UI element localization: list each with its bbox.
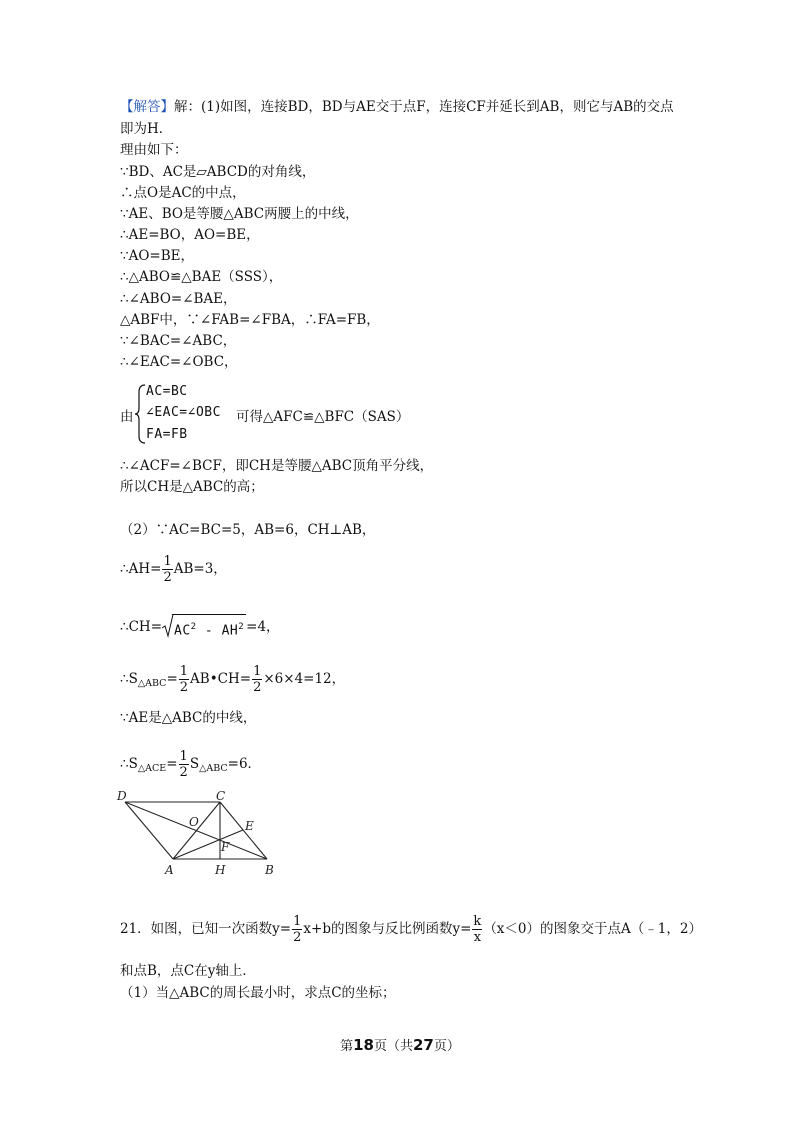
frac-num: 1 [293,914,302,929]
solution-line-8: ∵AO=BE， [120,248,194,264]
text: ∴S [120,756,138,772]
solution-line-1 [120,97,674,117]
text: 第 [340,1039,354,1054]
frac-num: 1 [179,749,188,764]
frac-num: 1 [253,664,262,679]
part2-area: $\therefore S_{\triangle ABC}=$ $\frac{1}{2}$ AB•CH= $\frac{1}{2}$ ×6×4=12， [120,664,346,695]
problem21-line-1 [120,915,702,944]
exponent: 2 [190,622,197,632]
solution-line-15: 所以CH是△ABC的高； [120,479,264,495]
label-c: C [216,790,226,803]
sys-row-2: ∠EAC=∠OBC [146,405,221,420]
text: 页（共 [373,1039,413,1054]
part2-ah [120,555,227,584]
text: S [189,756,200,772]
part2-area-ace: $\therefore S_{\triangle ACE}=$ $\frac{1}{2}$ $S_{\triangle ABC}=6$． [120,749,262,780]
sys-row-1: AC=BC [146,384,188,399]
subscript: △ACE [137,763,167,774]
label-e: E [245,819,254,833]
part2-ae: ∵AE是△ABC的中线， [120,710,257,726]
frac-den: 2 [253,680,262,695]
frac-den: 2 [163,570,172,585]
text: x+b的图象与反比例函数y= [303,921,472,937]
sys-suffix: 可得△AFC≌△BFC（SAS） [236,409,410,425]
solution-line-5: ∴点O是AC的中点， [120,185,246,201]
text: 解：(1)如图，连接BD，BD与AE交于点F，连接CF并延长到AB，则它与AB的交点 [174,99,674,115]
frac-den: 2 [293,930,302,945]
text: - AH [204,623,239,639]
label-f: F [221,840,230,854]
label-d: D [117,790,127,803]
text: AB=3， [173,561,227,577]
fraction [472,915,482,944]
solution-line-10: ∴∠ABO=∠BAE， [120,291,237,307]
fraction [179,750,189,779]
geometry-figure [115,790,285,880]
fraction [179,665,189,694]
page-number: 18 [353,1036,374,1054]
text: ×6×4=12， [263,671,346,687]
solution-line-12: ∵∠BAC=∠ABC， [120,333,237,349]
text: =6． [227,756,262,772]
label-h: H [215,863,226,877]
frac-num: 1 [163,554,172,569]
frac-den: 2 [179,680,189,695]
subscript: △ABC [137,678,167,689]
solution-line-3: 理由如下： [120,142,188,158]
frac-num: 1 [179,664,189,679]
frac-den: 2 [179,765,188,780]
exponent: 2 [238,622,245,632]
sys-row-3: FA=FB [146,427,188,442]
solution-line-9: ∴△ABO≌△BAE（SSS）， [120,269,283,285]
part2-line-1: （2）∵AC=BC=5，AB=6，CH⊥AB， [120,522,376,538]
text: =4， [246,619,280,636]
radical-sign [162,614,174,638]
radicand [172,614,246,641]
label-o: O [189,815,199,829]
solution-line-11: △ABF中，∵∠FAB=∠FBA，∴FA=FB， [120,312,380,328]
text: 页） [433,1039,460,1054]
frac-num: k [473,914,482,929]
text: ∴S [120,671,138,687]
frac-den: x [473,930,482,945]
solution-line-4: ∵BD、AC是▱ABCD的对角线， [120,164,316,180]
subscript: △ABC [199,763,228,774]
text: AB•CH= [190,671,252,687]
text: 21．如图，已知一次函数y= [120,921,292,937]
fraction [292,915,302,944]
solution-line-14: ∴∠ACF=∠BCF，即CH是等腰△ABC顶角平分线， [120,458,434,474]
part2-ch [120,614,280,641]
text: AC [174,623,191,639]
page-footer [0,1035,800,1054]
label-b: B [265,863,274,877]
solution-line-2: 即为H． [120,121,173,137]
sqrt [162,614,246,641]
solution-tag: 【解答】 [120,99,174,115]
fraction [252,665,262,694]
text: ∴AH= [120,561,162,577]
text: （x＜0）的图象交于点A（﹣1，2） [483,921,702,937]
problem21-line-3: （1）当△ABC的周长最小时，求点C的坐标； [120,985,396,1001]
fraction [162,555,172,584]
label-a: A [165,863,174,877]
solution-line-13: ∴∠EAC=∠OBC， [120,354,238,370]
problem21-line-2: 和点B，点C在y轴上． [120,963,256,979]
sys-prefix: 由 [120,409,134,425]
solution-line-6: ∵AE、BO是等腰△ABC两腰上的中线， [120,206,359,222]
solution-line-7: ∴AE=BO，AO=BE， [120,227,260,243]
text: ∴CH= [120,619,163,636]
total-pages: 27 [413,1036,434,1054]
